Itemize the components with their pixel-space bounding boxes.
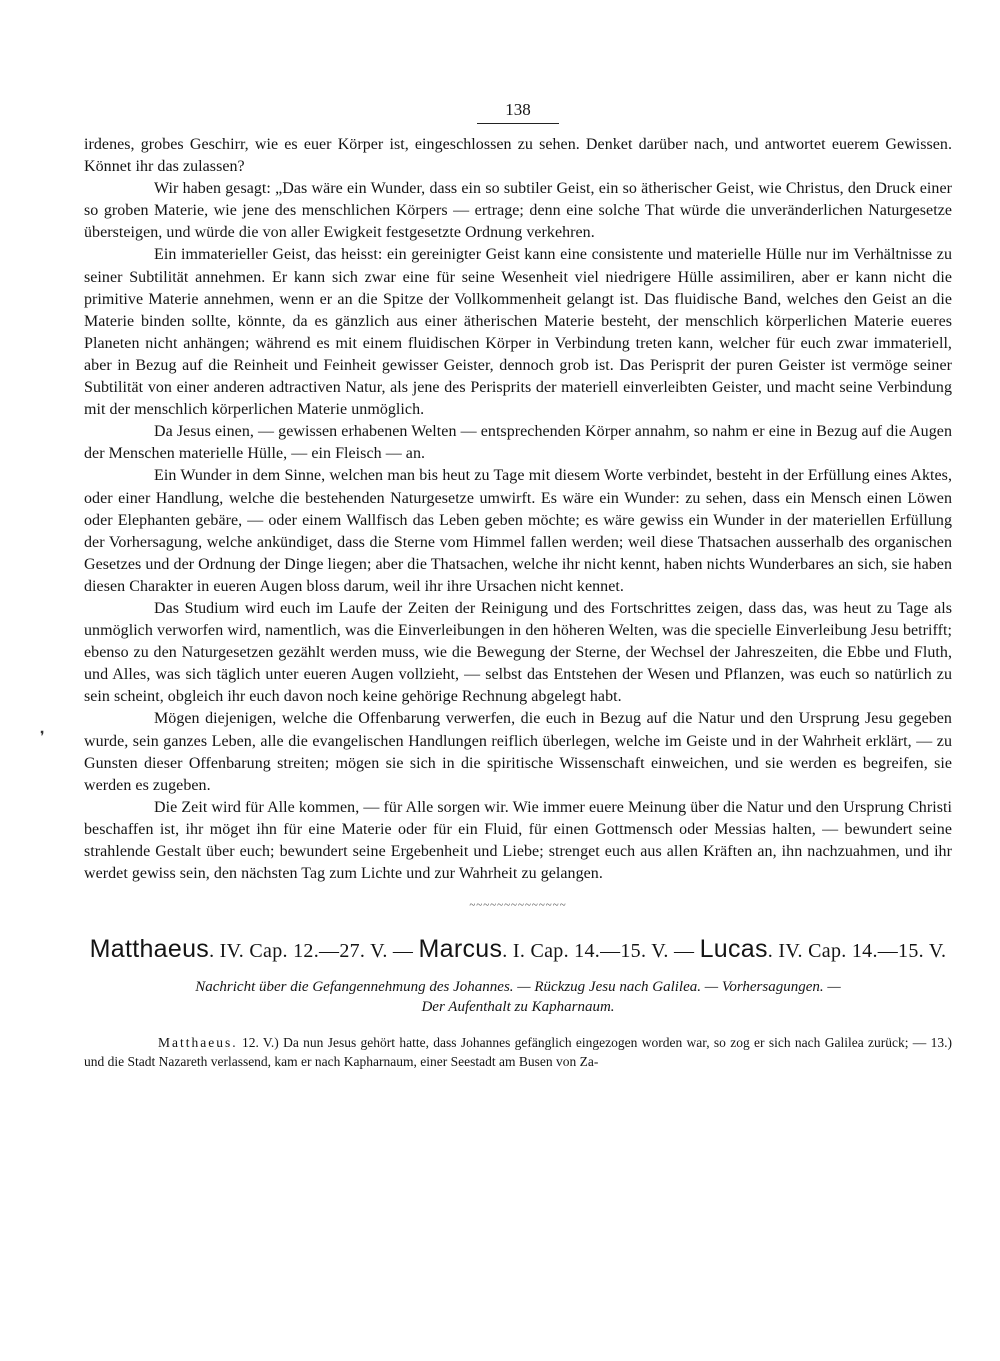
heading-part: . I. Cap. 14.—15. V. — [502, 940, 700, 963]
heading-matthaeus: Matthaeus [89, 935, 210, 964]
paragraph: Ein Wunder in dem Sinne, welchen man bis heut zu Tage mit diesem Worte verbindet, besteht in der Erfüllung eines Aktes, oder einer Handlung, welche die bestehenden Naturgesetze umwirft. Es wäre ein Wunder: zu sehen, dass ein Mensch einen Löwen oder Elephanten gebäre, — oder einem Wallfisch das Leben geben möchte; es wäre gewiss ein Wunder in der materiellen Erfüllung der Vorhersagung, welche ankündiget, dass die Sterne vom Himmel fallen werden; weil diese Thatsachen ausserhalb des organischen Gesetzes und der Ordnung der Dinge liegen; aber die Thatsachen, welche ihr nicht kennt, haben nichts Wunderbares an sich, sie haben diesen Charakter in eueren Augen bloss darum, weil ihr ihre Ursachen nicht kennet. [84, 467, 952, 595]
chapter-heading [84, 937, 952, 963]
verse-label: Matthaeus. [158, 1035, 238, 1051]
subtitle-line: Nachricht über die Gefangennehmung des Johannes. — Rückzug Jesu nach Galilea. — Vorhersagungen. — [195, 979, 841, 996]
section-divider: ~~~~~~~~~~~~~~ [469, 899, 567, 912]
paragraph: Das Studium wird euch im Laufe der Zeiten der Reinigung und des Fortschrittes zeigen, dass das, was heut zu Tage als unmöglich verworfen wird, namentlich, was die Einverleibungen in den höheren Welten, was die specielle Einverleibung Jesu betrifft; ebenso zu den Naturgesetzen gezählt werden muss, wie die Bewegung der Sterne, der Wechsel der Jahreszeiten, die Ebbe und Fluth, und Alles, was sich täglich unter eueren Augen vollzieht, — selbst das Entstehen der Wesen und Pflanzen, was euch so natürlich zu sein scheint, obgleich ihr euch davon noch keine gehörige Rechnung abgelegt habt. [84, 599, 952, 706]
verse-text [84, 1033, 952, 1071]
body-text [84, 134, 952, 885]
paragraph: Mögen diejenigen, welche die Offenbarung verwerfen, die euch in Bezug auf die Natur und den Ursprung Jesu gegeben wurde, sein ganzes Leben, alle die evangelischen Handlungen reiflich überlegen, welche im Geiste und in der Wahrheit erklärt, — zu Gunsten dieser Offenbarung streiten; mögen sie sich in die spiritische Wissenschaft einweichen, und sie werden es begreifen, sie werden es zugeben. [84, 710, 952, 794]
paragraph: Wir haben gesagt: „Das wäre ein Wunder, dass ein so subtiler Geist, ein so ätherischer Geist, wie Christus, den Druck einer so groben Materie, wie jene des menschlichen Körpers — ertrage; denn eine solche That würde die unveränderlichen Naturgesetze übersteigen, und würde die von aller Ewigkeit festgesetzte Ordnung verkehren. [84, 180, 952, 242]
paragraph: Da Jesus einen, — gewissen erhabenen Welten — entsprechenden Körper annahm, so nahm er eine in Bezug auf die Augen der Menschen materielle Hülle, — ein Fleisch — an. [84, 423, 952, 463]
paragraph: Ein immaterieller Geist, das heisst: ein gereinigter Geist kann eine consistente und materielle Hülle nur im Verhältnisse zu seiner Subtilität annehmen. Er kann sich zwar eine für seine Wesenheit viel niedrigere Hülle assimiliren, aber er kann nicht die primitive Materie annehmen, wenn er an die Spitze der Vollkommenheit gelangt ist. Das fluidische Band, welches den Geist an die Materie binden sollte, könnte, da es gänzlich aus einer ätherischen Materie besteht, der menschlich körperlichen Materie eueres Planeten nicht anhängen; während es mit einem fluidischen Körper in Verbindung treten kann, welcher für euch zwar immateriell, aber in Bezug auf die Reinheit und Feinheit gewisser Geister, dennoch grob ist. Das Perisprit der puren Geister ist vermöge seiner Subtilität von einer anderen adtractiven Natur, als jene des Perisprits der materiell einverleibten Geister, und macht seine Verbindung mit der menschlich körperlichen Materie unmöglich. [84, 246, 952, 419]
subtitle-line: Der Aufenthalt zu Kapharnaum. [421, 999, 615, 1016]
verse-body: 12. V.) Da nun Jesus gehört hatte, dass Johannes gefänglich eingezogen worden war, so zog er sich nach Galilea zurück; — 13.) und die Stadt Nazareth verlassend, kam er nach Kapharnaum, einer Seestadt am Busen von Za- [84, 1035, 952, 1070]
heading-marcus: Marcus [418, 935, 503, 964]
margin-mark: ❜ [40, 730, 45, 745]
heading-part: . IV. Cap. 12.—27. V. — [209, 940, 419, 963]
chapter-subtitle [84, 977, 952, 1017]
page-number: 138 [84, 100, 952, 126]
heading-part: . IV. Cap. 14.—15. V. [767, 940, 947, 963]
paragraph: Die Zeit wird für Alle kommen, — für Alle sorgen wir. Wie immer euere Meinung über die Natur und den Ursprung Christi beschaffen ist, ihr möget ihn für eine Materie oder für ein Fluid, für einen Gottmensch oder Messias halten, — bewundert seine strahlende Gestalt über euch; bewundert seine Ergebenheit und Liebe; strenget euch aus allen Kräften an, ihn nachzuahmen, und ihr werdet gewiss sein, den nächsten Tag zum Lichte und zur Wahrheit zu gelangen. [84, 798, 952, 883]
heading-lucas: Lucas [699, 935, 768, 964]
paragraph: irdenes, grobes Geschirr, wie es euer Körper ist, eingeschlossen zu sehen. Denket darüber nach, und antwortet euerem Gewissen. Könnet ihr das zulassen? [84, 136, 952, 176]
document-page [84, 100, 952, 1071]
